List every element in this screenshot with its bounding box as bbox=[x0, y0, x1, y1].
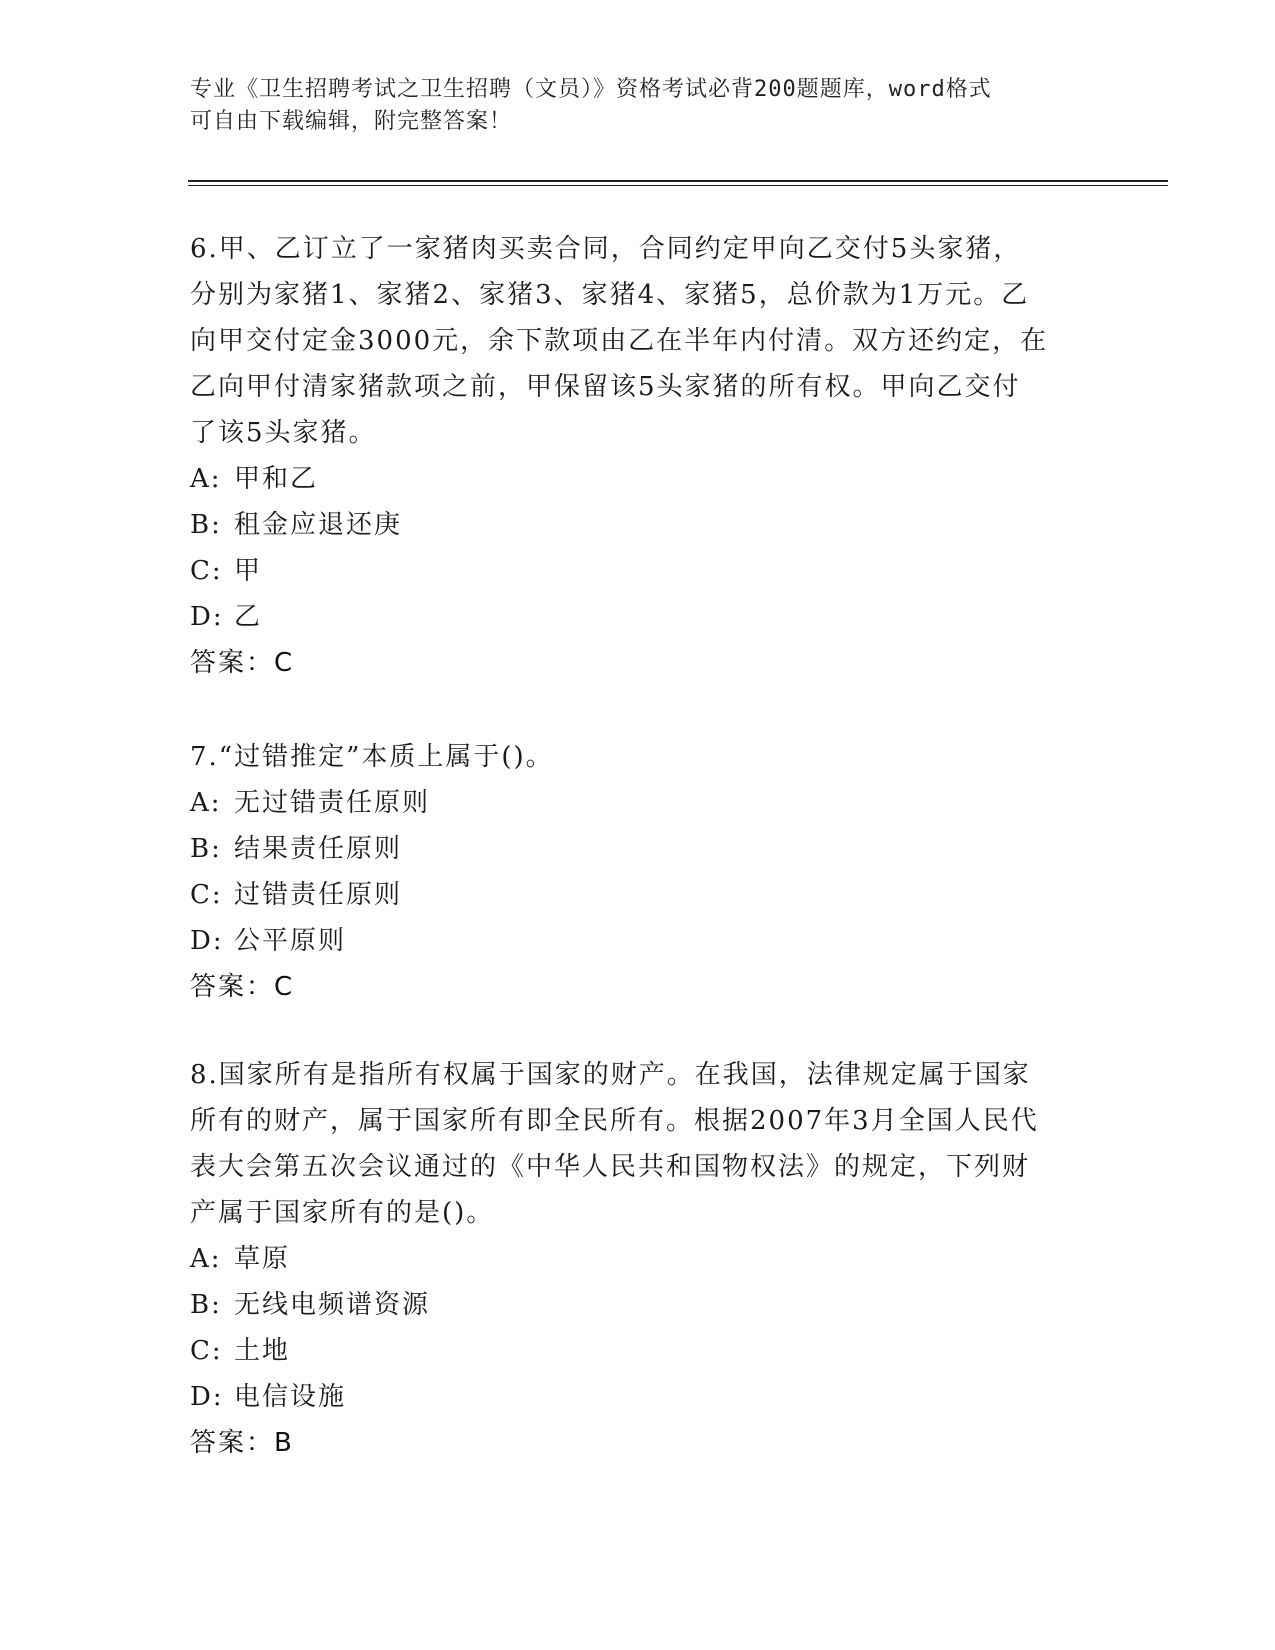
option-text: 土地 bbox=[234, 1336, 291, 1366]
question-stem-line: 表大会第五次会议通过的《中华人民共和国物权法》的规定，下列财 bbox=[190, 1152, 1031, 1182]
option-letter: C: bbox=[190, 880, 223, 910]
document-header bbox=[190, 74, 1090, 138]
answer-label: 答案：C bbox=[190, 972, 295, 1002]
option-text: 甲 bbox=[234, 556, 263, 586]
answer-label: 答案：C bbox=[190, 648, 295, 678]
option-letter: B: bbox=[190, 834, 222, 864]
option-text: 无线电频谱资源 bbox=[234, 1290, 431, 1320]
option-d bbox=[190, 1374, 1090, 1420]
option-letter: C: bbox=[190, 556, 223, 586]
option-text: 公平原则 bbox=[234, 926, 347, 956]
question-stem-line: 乙向甲付清家猪款项之前，甲保留该5头家猪的所有权。甲向乙交付 bbox=[190, 372, 1021, 402]
question-stem-line: 产属于国家所有的是()。 bbox=[190, 1198, 495, 1228]
option-letter: A: bbox=[190, 788, 222, 818]
option-text: 结果责任原则 bbox=[234, 834, 403, 864]
option-text: 甲和乙 bbox=[234, 464, 319, 494]
header-divider-thin bbox=[188, 185, 1168, 186]
question-8 bbox=[190, 1052, 1090, 1466]
option-letter: A: bbox=[190, 1244, 222, 1274]
header-divider-thick bbox=[188, 180, 1168, 182]
option-letter: C: bbox=[190, 1336, 223, 1366]
question-stem-line: 向甲交付定金3000元，余下款项由乙在半年内付清。双方还约定，在 bbox=[190, 326, 1049, 356]
option-letter: A: bbox=[190, 464, 222, 494]
option-c bbox=[190, 548, 1090, 594]
question-stem bbox=[190, 226, 1090, 456]
option-letter: B: bbox=[190, 510, 222, 540]
option-text: 租金应退还庚 bbox=[234, 510, 403, 540]
question-stem-line: 8.国家所有是指所有权属于国家的财产。在我国，法律规定属于国家 bbox=[190, 1060, 1031, 1090]
option-b bbox=[190, 502, 1090, 548]
question-stem-line: 7.“过错推定”本质上属于()。 bbox=[190, 742, 554, 772]
option-text: 乙 bbox=[234, 602, 263, 632]
question-stem-line: 6.甲、乙订立了一家猪肉买卖合同，合同约定甲向乙交付5头家猪， bbox=[190, 234, 1022, 264]
option-a bbox=[190, 456, 1090, 502]
option-a bbox=[190, 1236, 1090, 1282]
question-stem bbox=[190, 734, 1090, 780]
question-stem-line: 分别为家猪1、家猪2、家猪3、家猪4、家猪5，总价款为1万元。乙 bbox=[190, 280, 1030, 310]
option-text: 草原 bbox=[234, 1244, 291, 1274]
header-line-1: 专业《卫生招聘考试之卫生招聘（文员）》资格考试必背200题题库，word格式 bbox=[190, 77, 992, 102]
option-letter: D: bbox=[190, 602, 224, 632]
option-c bbox=[190, 1328, 1090, 1374]
option-b bbox=[190, 826, 1090, 872]
option-a bbox=[190, 780, 1090, 826]
question-stem bbox=[190, 1052, 1090, 1236]
option-text: 过错责任原则 bbox=[234, 880, 403, 910]
option-letter: B: bbox=[190, 1290, 222, 1320]
option-letter: D: bbox=[190, 1382, 224, 1412]
question-6 bbox=[190, 226, 1090, 686]
question-stem-line: 了该5头家猪。 bbox=[190, 418, 377, 448]
option-letter: D: bbox=[190, 926, 224, 956]
option-d bbox=[190, 594, 1090, 640]
option-text: 无过错责任原则 bbox=[234, 788, 431, 818]
option-c bbox=[190, 872, 1090, 918]
option-text: 电信设施 bbox=[234, 1382, 347, 1412]
question-stem-line: 所有的财产，属于国家所有即全民所有。根据2007年3月全国人民代 bbox=[190, 1106, 1039, 1136]
option-d bbox=[190, 918, 1090, 964]
question-7 bbox=[190, 734, 1090, 1010]
header-line-2: 可自由下载编辑，附完整答案！ bbox=[190, 109, 513, 134]
option-b bbox=[190, 1282, 1090, 1328]
answer-label: 答案：B bbox=[190, 1428, 294, 1458]
